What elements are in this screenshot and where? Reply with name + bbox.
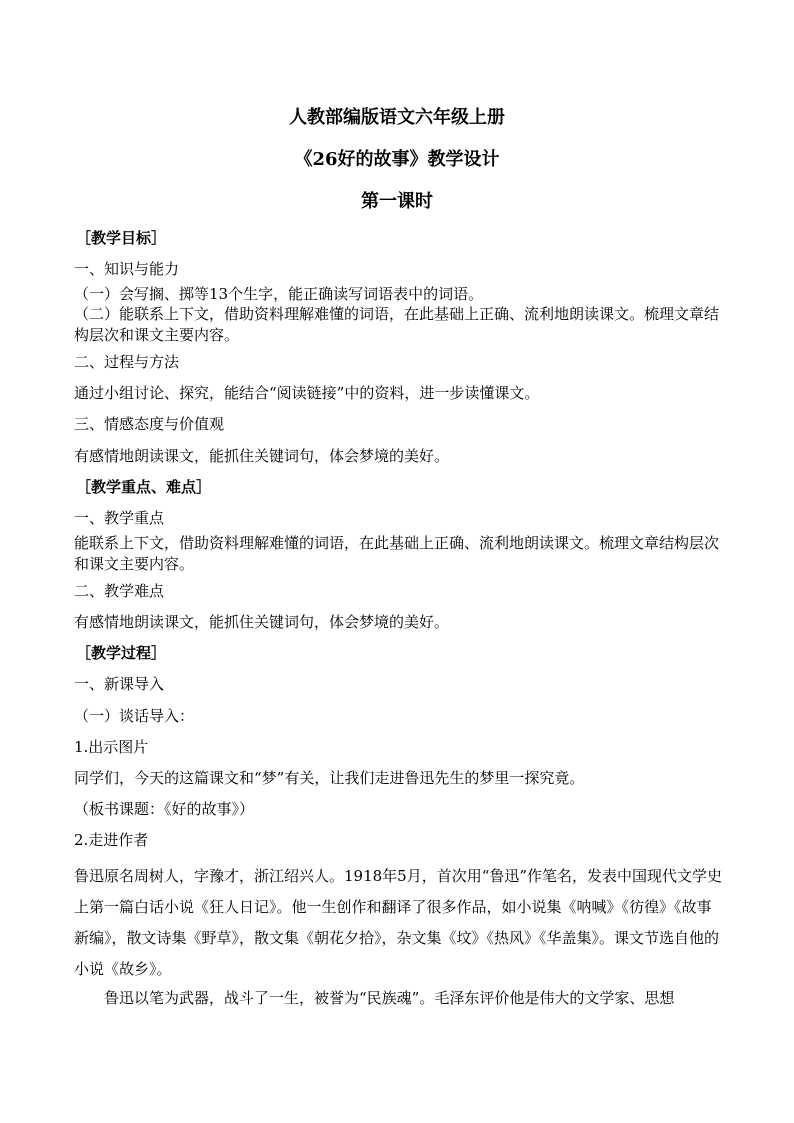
item-1-text: 同学们，今天的这篇课文和“梦”有关，让我们走进鲁迅先生的梦里一探究竟。	[74, 769, 585, 787]
document-title: 人教部编版语文六年级上册	[289, 107, 505, 128]
lesson-period: 第一课时	[361, 191, 433, 212]
section-objectives-heading: ［教学目标］	[76, 229, 167, 247]
difficulty-title: 二、教学难点	[74, 582, 165, 600]
sub-step-1: （一）谈话导入：	[74, 707, 195, 725]
difficulty-text: 有感情地朗读课文，能抓住关键词句，体会梦境的美好。	[74, 613, 450, 631]
emotion-text: 有感情地朗读课文，能抓住关键词句，体会梦境的美好。	[74, 447, 450, 465]
process-method-text: 通过小组讨论、探究，能结合“阅读链接”中的资料，进一步读懂课文。	[74, 384, 540, 402]
lesson-title: 《26好的故事》教学设计	[294, 149, 500, 170]
board-note: （板书课题：《好的故事》）	[74, 800, 255, 818]
author-paragraph: 鲁迅原名周树人，字豫才，浙江绍兴人。1918年5月，首次用“鲁迅”作笔名，发表中国现代文学史上第一篇白话小说《狂人日记》。他一生创作和翻译了很多作品，如小说集《呐喊》《彷徨》《故事新编》，散文诗集《野草》，散文集《朝花夕拾》，杂文集《坟》《热风》《华盖集》。课文节选自他的小说《故乡》。	[74, 867, 723, 978]
item-2-title: 2.走进作者	[74, 831, 149, 849]
item-1-title: 1.出示图片	[74, 738, 149, 756]
knowledge-item-1: （一）会写搁、掷等13个生字，能正确读写词语表中的词语。	[74, 285, 484, 303]
section-keypoints-heading: ［教学重点、难点］	[76, 478, 212, 496]
knowledge-item-2: （二）能联系上下文，借助资料理解难懂的词语，在此基础上正确、流利地朗读课文。梳理文章结构层次和课文主要内容。	[74, 305, 720, 344]
process-method-title: 二、过程与方法	[74, 353, 180, 371]
focus-title: 一、教学重点	[74, 509, 165, 527]
author-paragraph-2: 鲁迅以笔为武器，战斗了一生，被誉为“民族魂”。毛泽东评价他是伟大的文学家、思想	[104, 989, 675, 1007]
step-1-title: 一、新课导入	[74, 675, 165, 693]
section-process-heading: ［教学过程］	[76, 644, 167, 662]
focus-text: 能联系上下文，借助资料理解难懂的词语，在此基础上正确、流利地朗读课文。梳理文章结构层次和课文主要内容。	[74, 534, 720, 573]
emotion-title: 三、情感态度与价值观	[74, 415, 225, 433]
knowledge-title: 一、知识与能力	[74, 260, 180, 278]
